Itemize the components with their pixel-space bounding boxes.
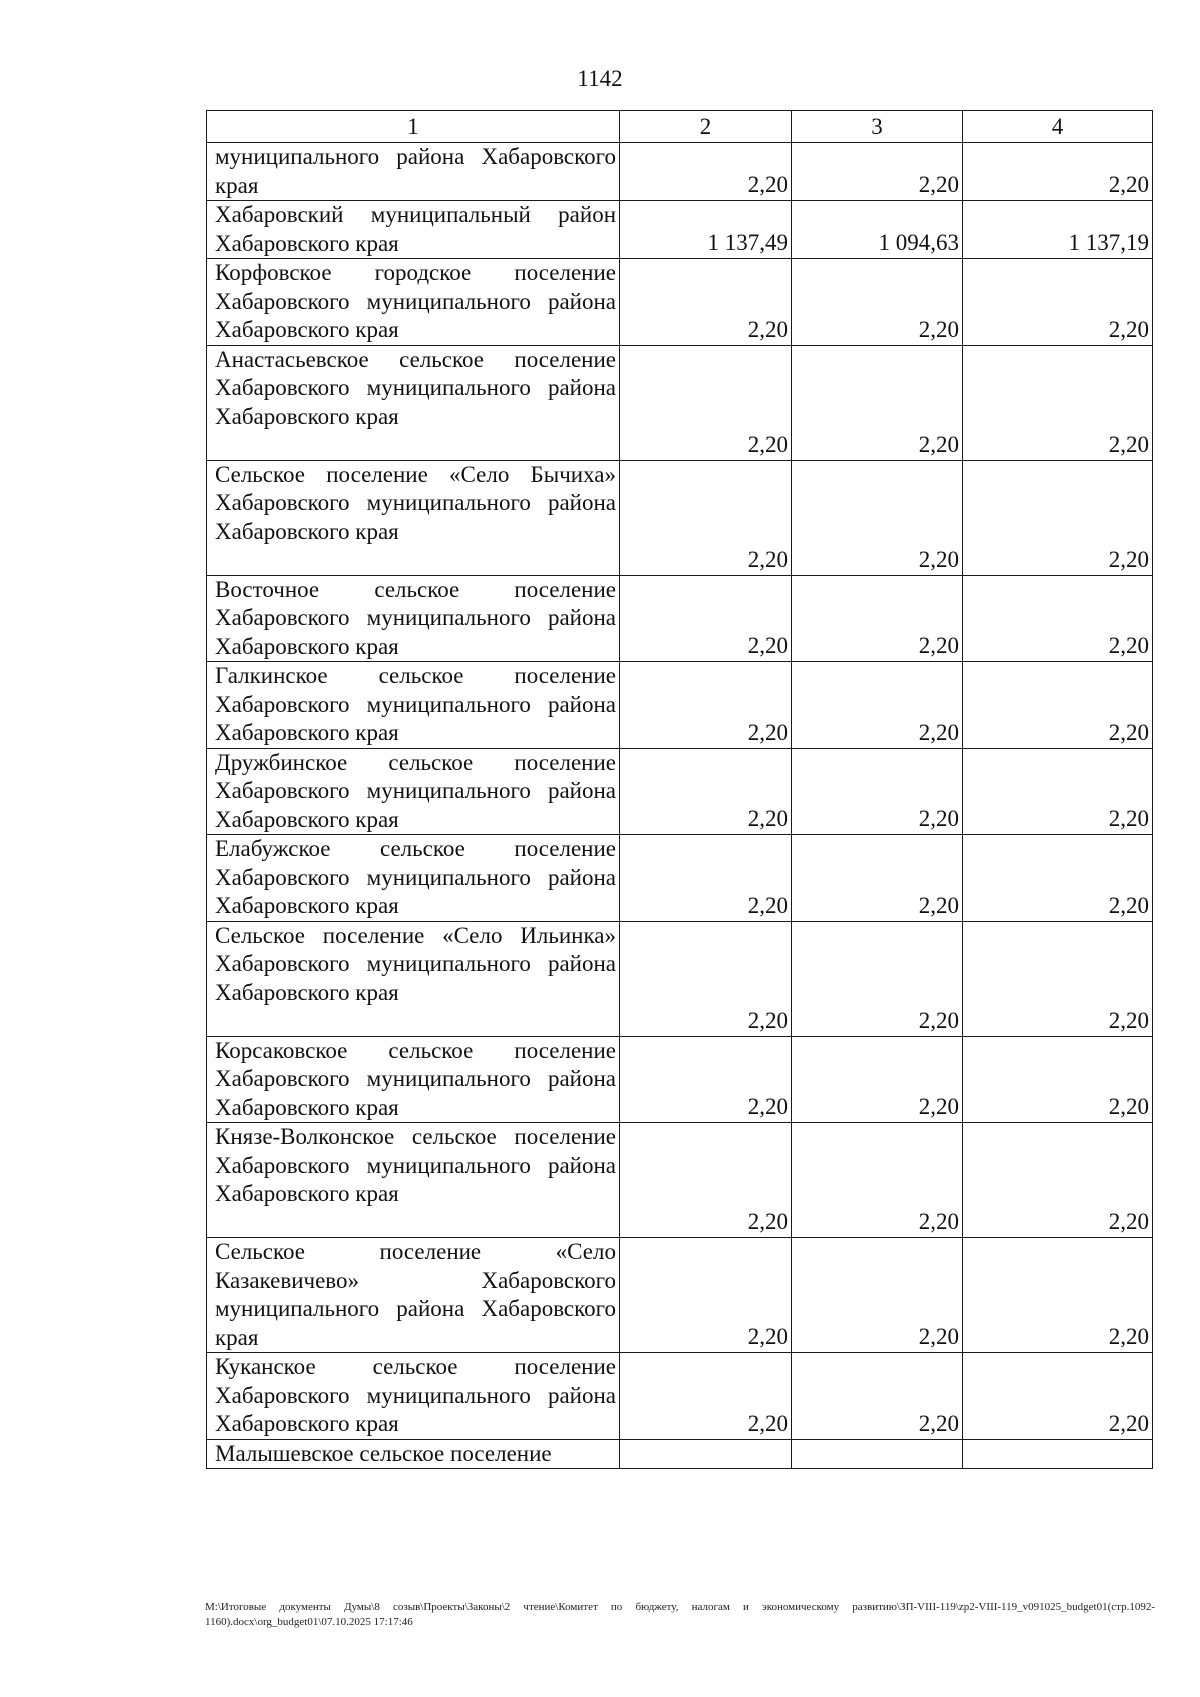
value-cell-col-4: 2,20 [963,345,1153,460]
table-row [207,1123,1153,1238]
value-cell-col-4: 2,20 [963,662,1153,749]
table-row [207,259,1153,346]
value-cell-col-4: 2,20 [963,575,1153,662]
value-cell-col-2: 2,20 [620,835,792,922]
municipality-name-cell: Сельское поселение «Село Казакевичево» Хабаровского муниципального района Хабаровского края [207,1238,620,1353]
table-row [207,1439,1153,1469]
value-cell-col-2: 2,20 [620,921,792,1036]
value-cell-col-2: 2,20 [620,1036,792,1123]
value-cell-col-4 [963,1439,1153,1469]
value-cell-col-3 [792,1439,963,1469]
value-cell-col-4: 2,20 [963,1238,1153,1353]
municipality-name-cell: Хабаровский муниципальный район Хабаровского края [207,201,620,259]
table-row [207,460,1153,575]
value-cell-col-4: 2,20 [963,1123,1153,1238]
table-row [207,921,1153,1036]
municipality-name-cell: Восточное сельское поселение Хабаровского муниципального района Хабаровского края [207,575,620,662]
value-cell-col-2: 2,20 [620,1353,792,1440]
value-cell-col-3: 2,20 [792,575,963,662]
municipality-name-cell: Князе-Волконское сельское поселение Хабаровского муниципального района Хабаровского края [207,1123,620,1238]
column-header-2: 2 [620,111,792,143]
table-row [207,345,1153,460]
value-cell-col-4: 2,20 [963,921,1153,1036]
value-cell-col-3: 2,20 [792,835,963,922]
value-cell-col-4: 2,20 [963,143,1153,201]
value-cell-col-4: 2,20 [963,460,1153,575]
municipality-name-cell: Галкинское сельское поселение Хабаровского муниципального района Хабаровского края [207,662,620,749]
value-cell-col-4: 2,20 [963,1036,1153,1123]
column-header-4: 4 [963,111,1153,143]
column-header-3: 3 [792,111,963,143]
municipality-name-cell: Елабужское сельское поселение Хабаровского муниципального района Хабаровского края [207,835,620,922]
municipality-name-cell: Сельское поселение «Село Ильинка» Хабаровского муниципального района Хабаровского края [207,921,620,1036]
value-cell-col-2: 2,20 [620,575,792,662]
table-row [207,748,1153,835]
value-cell-col-2 [620,1439,792,1469]
value-cell-col-3: 2,20 [792,460,963,575]
value-cell-col-2: 2,20 [620,1238,792,1353]
value-cell-col-2: 2,20 [620,748,792,835]
value-cell-col-3: 2,20 [792,143,963,201]
value-cell-col-3: 2,20 [792,1123,963,1238]
value-cell-col-2: 2,20 [620,259,792,346]
municipality-name-cell: Куканское сельское поселение Хабаровского муниципального района Хабаровского края [207,1353,620,1440]
municipality-name-cell: Корсаковское сельское поселение Хабаровского муниципального района Хабаровского края [207,1036,620,1123]
municipality-name-cell: муниципального района Хабаровского края [207,143,620,201]
value-cell-col-2: 2,20 [620,1123,792,1238]
table-row [207,575,1153,662]
column-header-1: 1 [207,111,620,143]
table-row [207,835,1153,922]
value-cell-col-4: 1 137,19 [963,201,1153,259]
value-cell-col-4: 2,20 [963,748,1153,835]
value-cell-col-4: 2,20 [963,835,1153,922]
value-cell-col-3: 2,20 [792,345,963,460]
value-cell-col-3: 2,20 [792,1238,963,1353]
value-cell-col-3: 1 094,63 [792,201,963,259]
value-cell-col-3: 2,20 [792,662,963,749]
value-cell-col-2: 2,20 [620,662,792,749]
municipality-name-cell: Малышевское сельское поселение [207,1439,620,1469]
table-header-row [207,111,1153,143]
table-row [207,201,1153,259]
municipality-name-cell: Анастасьевское сельское поселение Хабаровского муниципального района Хабаровского края [207,345,620,460]
table-row [207,1036,1153,1123]
municipality-name-cell: Дружбинское сельское поселение Хабаровского муниципального района Хабаровского края [207,748,620,835]
value-cell-col-3: 2,20 [792,921,963,1036]
table-row [207,1353,1153,1440]
value-cell-col-2: 2,20 [620,143,792,201]
value-cell-col-2: 2,20 [620,460,792,575]
value-cell-col-3: 2,20 [792,1036,963,1123]
value-cell-col-4: 2,20 [963,259,1153,346]
table-row [207,143,1153,201]
table-row [207,662,1153,749]
budget-table [206,110,1153,1469]
file-path-footer: М:\Итоговые документы Думы\8 созыв\Проекты\Законы\2 чтение\Комитет по бюджету, налогам и экономическому развитию\ЗП-VIII-119\zp2-VIII-119_v091025_budget01(стр.1092-1160).docx\org_budget01\07.10.2025 17:17:46 [205,1601,1155,1628]
value-cell-col-4: 2,20 [963,1353,1153,1440]
value-cell-col-3: 2,20 [792,259,963,346]
value-cell-col-3: 2,20 [792,1353,963,1440]
municipality-name-cell: Корфовское городское поселение Хабаровского муниципального района Хабаровского края [207,259,620,346]
value-cell-col-2: 1 137,49 [620,201,792,259]
value-cell-col-3: 2,20 [792,748,963,835]
municipality-name-cell: Сельское поселение «Село Бычиха» Хабаровского муниципального района Хабаровского края [207,460,620,575]
table-row [207,1238,1153,1353]
value-cell-col-2: 2,20 [620,345,792,460]
page-number: 1142 [577,66,623,91]
